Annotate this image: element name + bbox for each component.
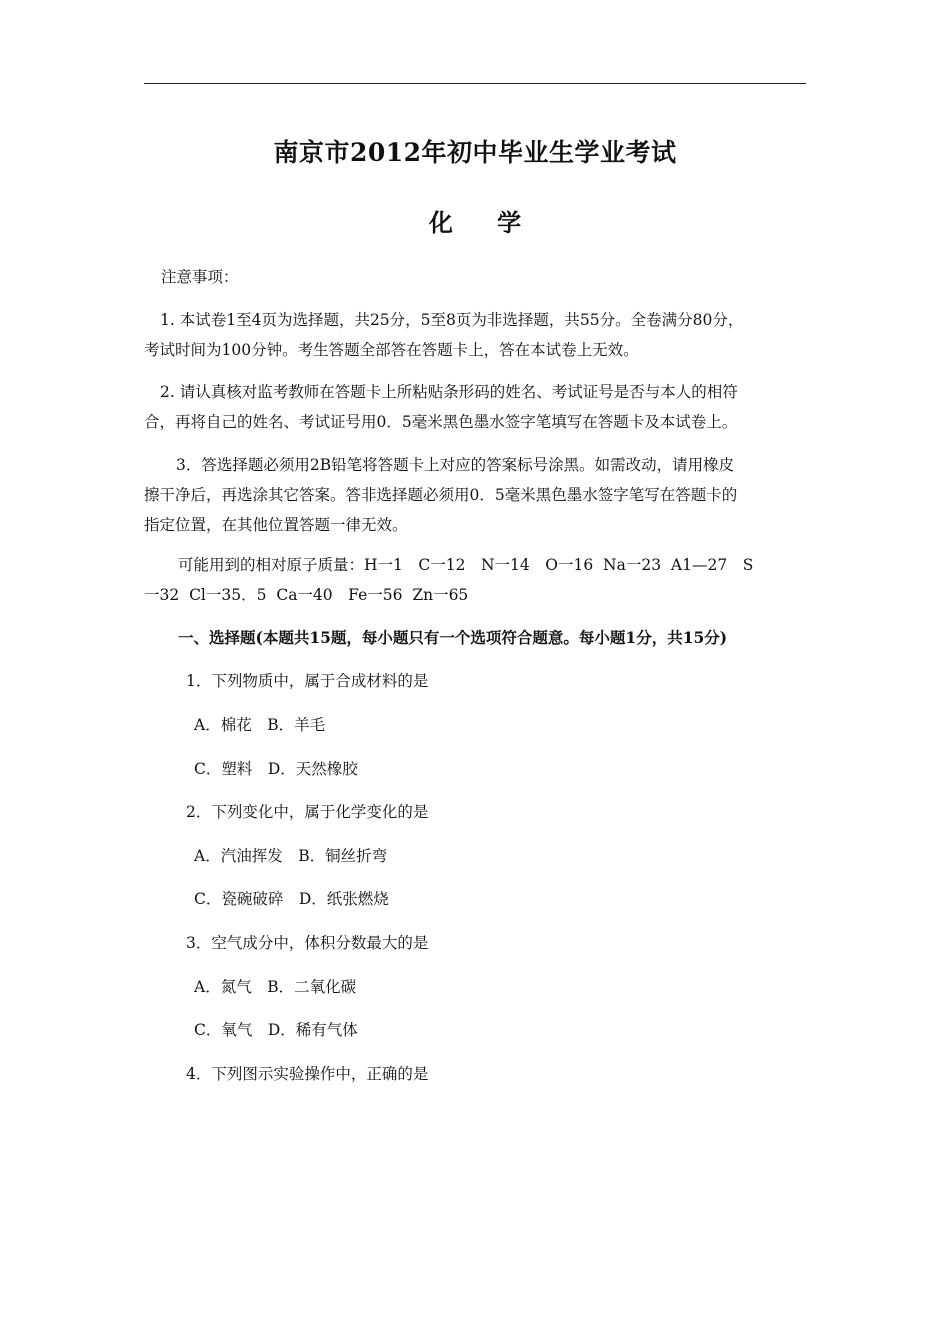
question-2-options-cd: C．瓷碗破碎 D．纸张燃烧 bbox=[194, 890, 389, 908]
question-3-options-ab: A．氮气 B．二氧化碳 bbox=[194, 978, 357, 996]
subject-title bbox=[0, 203, 950, 238]
notice-item-3-line-2: 擦干净后，再选涂其它答案。答非选择题必须用0．5毫米黑色墨水签字笔写在答题卡的 bbox=[144, 486, 738, 504]
notice-item-1-line-2: 考试时间为100分钟。考生答题全部答在答题卡上，答在本试卷上无效。 bbox=[144, 341, 639, 359]
notice-item-3-line-3: 指定位置，在其他位置答题一律无效。 bbox=[144, 516, 408, 534]
atomic-masses-line-2: 一32 Cl一35．5 Ca一40 Fe一56 Zn一65 bbox=[144, 586, 469, 604]
atomic-masses-line-1: 可能用到的相对原子质量：H一1 C一12 N一14 O一16 Na一23 A1—27 S bbox=[178, 556, 754, 574]
question-4-stem: 4．下列图示实验操作中，正确的是 bbox=[186, 1065, 429, 1083]
notice-item-2-line-2: 合，再将自己的姓名、考试证号用0．5毫米黑色墨水签字笔填写在答题卡及本试卷上。 bbox=[144, 413, 738, 431]
question-2-stem: 2．下列变化中，属于化学变化的是 bbox=[186, 803, 429, 821]
question-3-options-cd: C．氧气 D．稀有气体 bbox=[194, 1021, 358, 1039]
exam-title: 南京市2012年初中毕业生学业考试 bbox=[273, 138, 677, 167]
section-heading: 一、选择题(本题共15题，每小题只有一个选项符合题意。每小题1分，共15分) bbox=[178, 628, 728, 647]
notice-item-2-line-1: 2. 请认真核对监考教师在答题卡上所粘贴条形码的姓名、考试证号是否与本人的相符 bbox=[160, 383, 738, 401]
question-1-options-cd: C．塑料 D．天然橡胶 bbox=[194, 760, 358, 778]
question-1-stem: 1．下列物质中，属于合成材料的是 bbox=[186, 672, 429, 690]
header-rule bbox=[144, 83, 806, 84]
notice-heading: 注意事项： bbox=[161, 268, 239, 286]
question-2-options-ab: A．汽油挥发 B．铜丝折弯 bbox=[194, 847, 388, 865]
question-3-stem: 3．空气成分中，体积分数最大的是 bbox=[186, 934, 429, 952]
subject-text: 化 学 bbox=[428, 208, 540, 237]
notice-item-1 bbox=[144, 305, 812, 365]
atomic-masses bbox=[144, 550, 812, 610]
question-1-options-ab: A．棉花 B．羊毛 bbox=[194, 716, 326, 734]
notice-item-3-line-1: 3．答选择题必须用2B铅笔将答题卡上对应的答案标号涂黑。如需改动，请用橡皮 bbox=[176, 456, 735, 474]
notice-item-1-line-1: 1. 本试卷1至4页为选择题，共25分，5至8页为非选择题，共55分。全卷满分80分， bbox=[160, 311, 744, 329]
notice-item-3 bbox=[144, 450, 812, 540]
notice-item-2 bbox=[144, 377, 812, 437]
